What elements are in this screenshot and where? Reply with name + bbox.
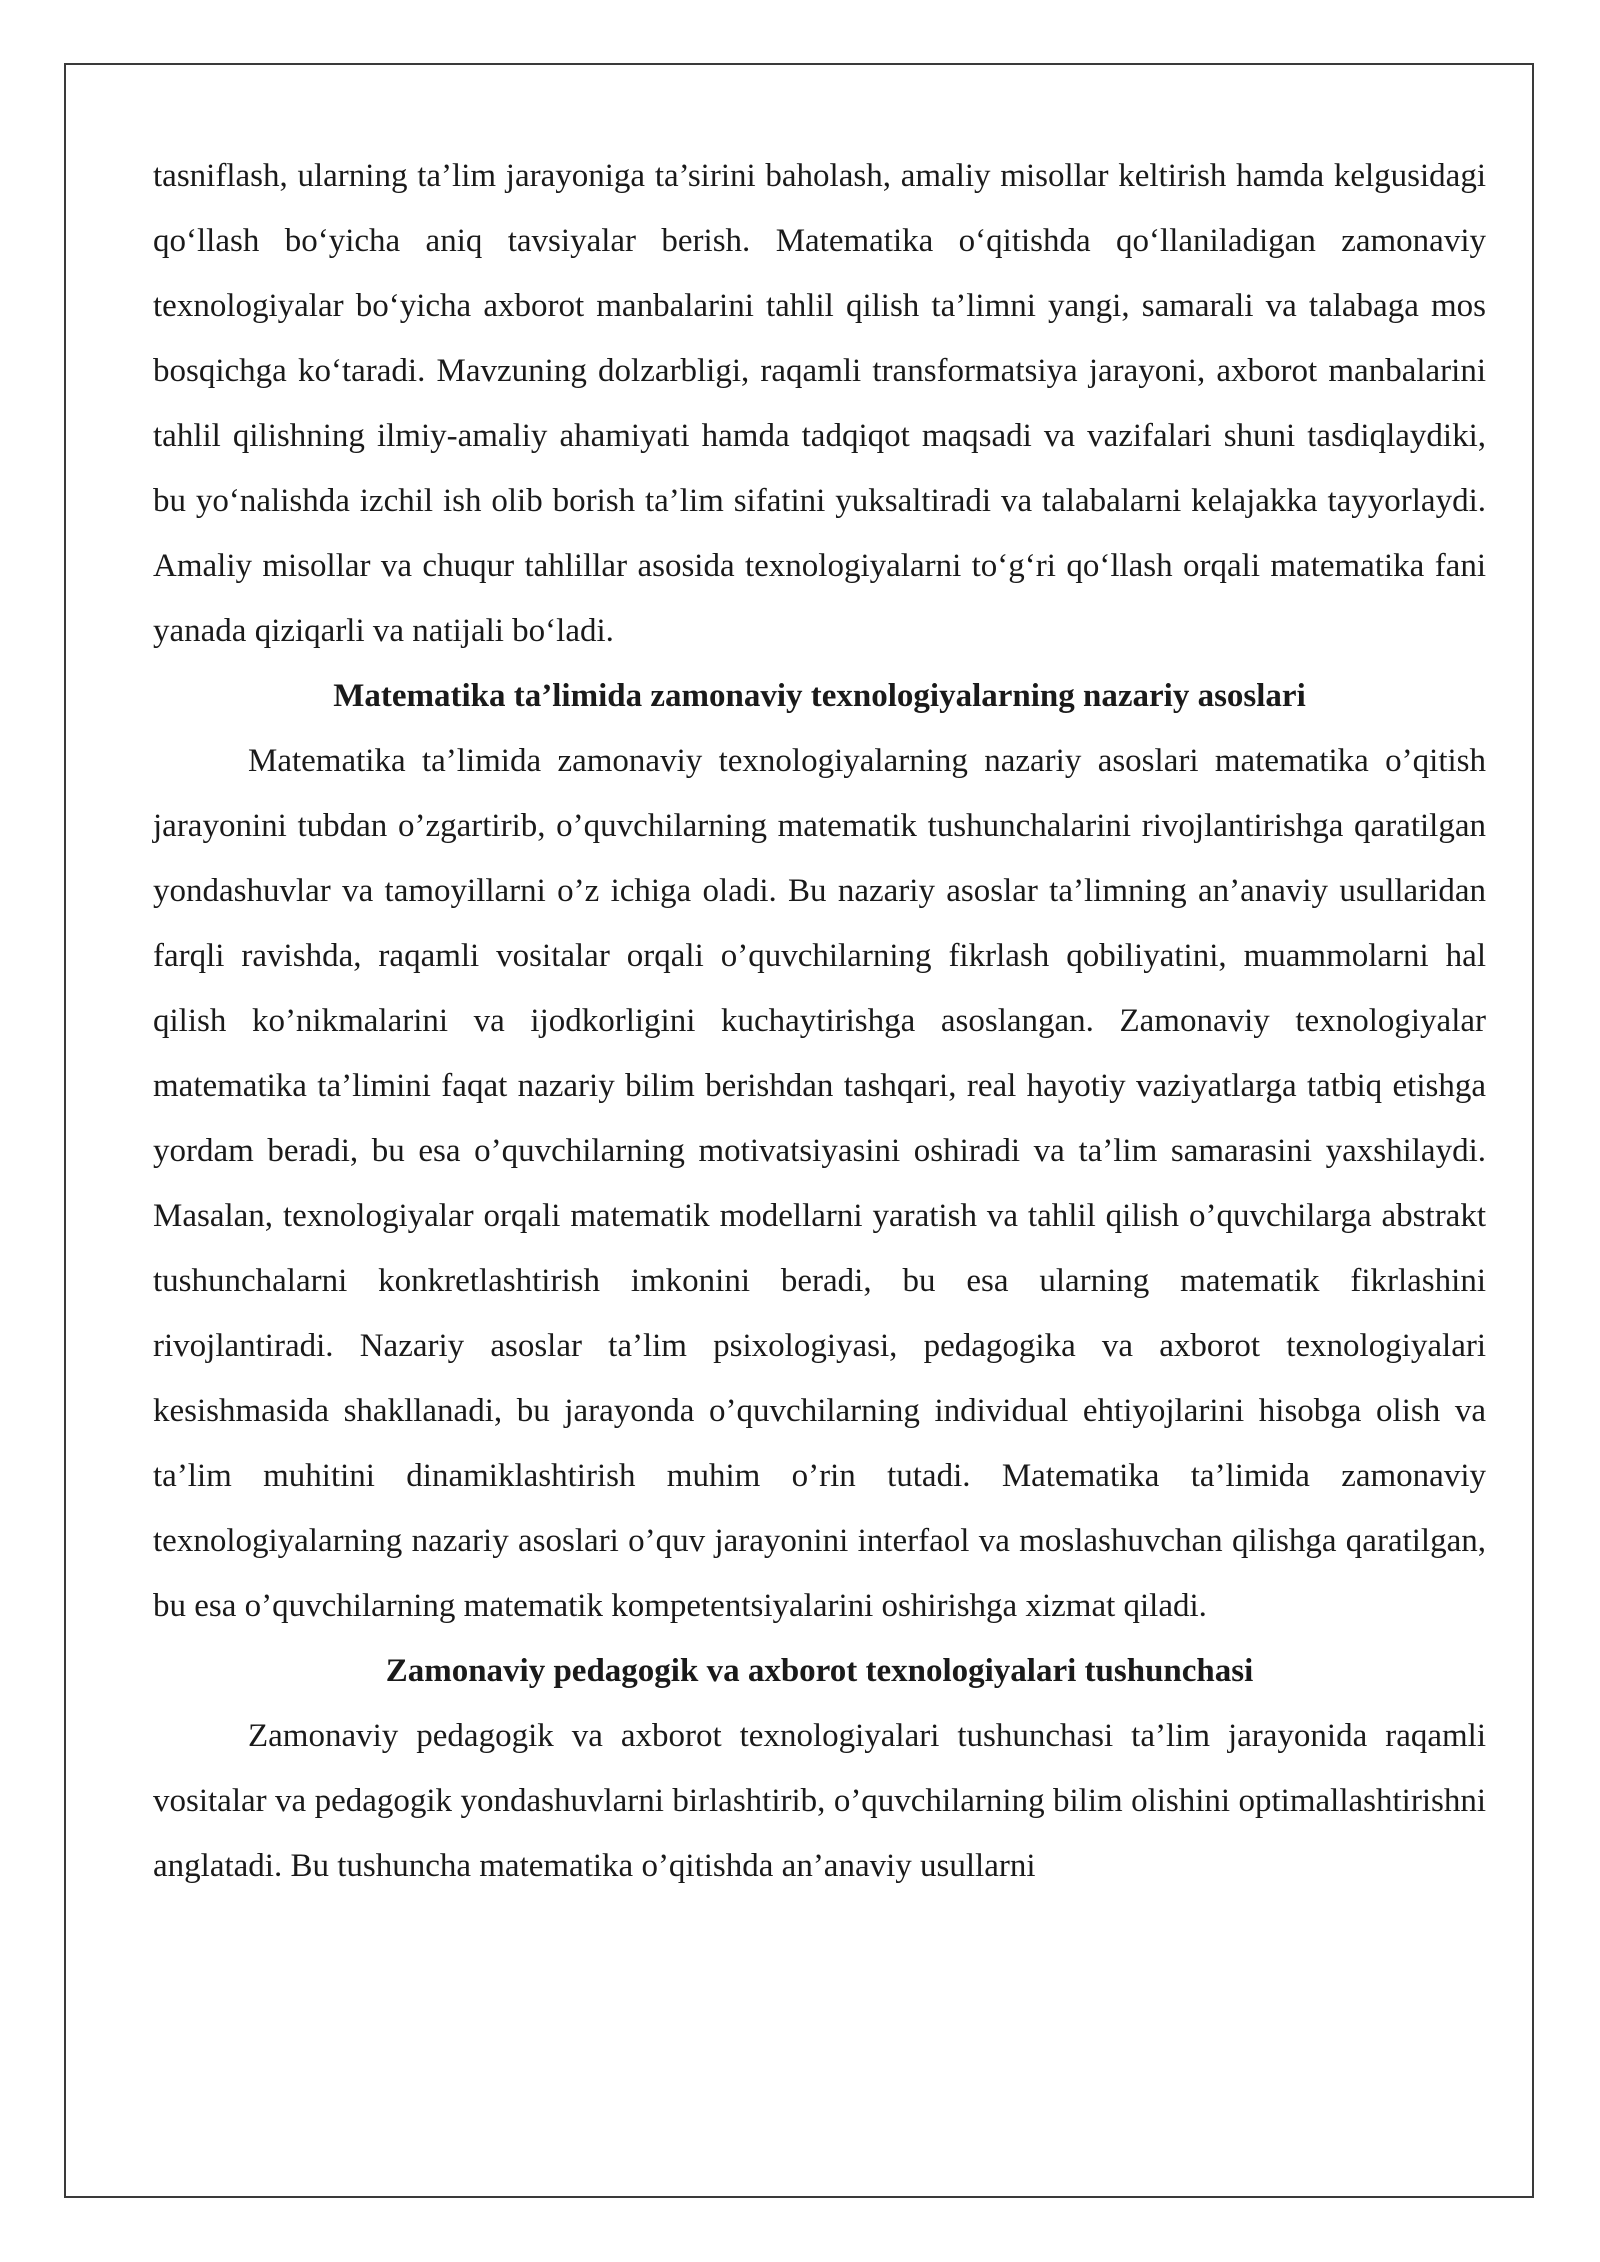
section-heading-pedagogical-technologies: Zamonaviy pedagogik va axborot texnologiyalari tushunchasi	[385, 1653, 1254, 1689]
section-heading-theoretical-foundations: Matematika ta’limida zamonaviy texnologiyalarning nazariy asoslari	[333, 678, 1306, 714]
document-body	[153, 144, 1486, 1899]
paragraph-theoretical-foundations: Matematika ta’limida zamonaviy texnologiyalarning nazariy asoslari matematika o’qitish jarayonini tubdan o’zgartirib, o’quvchilarning matematik tushunchalarini rivojlantirishga qaratilgan yondashuvlar va tamoyillarni o’z ichiga oladi. Bu nazariy asoslar ta’limning an’anaviy usullaridan farqli ravishda, raqamli vositalar orqali o’quvchilarning fikrlash qobiliyatini, muammolarni hal qilish ko’nikmalarini va ijodkorligini kuchaytirishga asoslangan. Zamonaviy texnologiyalar matematika ta’limini faqat nazariy bilim berishdan tashqari, real hayotiy vaziyatlarga tatbiq etishga yordam beradi, bu esa o’quvchilarning motivatsiyasini oshiradi va ta’lim samarasini yaxshilaydi. Masalan, texnologiyalar orqali matematik modellarni yaratish va tahlil qilish o’quvchilarga abstrakt tushunchalarni konkretlashtirish imkonini beradi, bu esa ularning matematik fikrlashini rivojlantiradi. Nazariy asoslar ta’lim psixologiyasi, pedagogika va axborot texnologiyalari kesishmasida shakllanadi, bu jarayonda o’quvchilarning individual ehtiyojlarini hisobga olish va ta’lim muhitini dinamiklashtirish muhim o’rin tutadi. Matematika ta’limida zamonaviy texnologiyalarning nazariy asoslari o’quv jarayonini interfaol va moslashuvchan qilishga qaratilgan, bu esa o’quvchilarning matematik kompetentsiyalarini oshirishga xizmat qiladi.	[153, 743, 1486, 1624]
paragraph-pedagogical-technologies: Zamonaviy pedagogik va axborot texnologiyalari tushunchasi ta’lim jarayonida raqamli vositalar va pedagogik yondashuvlarni birlashtirib, o’quvchilarning bilim olishini optimallashtirishni anglatadi. Bu tushuncha matematika o’qitishda an’anaviy usullarni	[153, 1718, 1486, 1884]
paragraph-intro-continuation: tasniflash, ularning ta’lim jarayoniga ta’sirini baholash, amaliy misollar keltirish hamda kelgusidagi qo‘llash bo‘yicha aniq tavsiyalar berish. Matematika o‘qitishda qo‘llaniladigan zamonaviy texnologiyalar bo‘yicha axborot manbalarini tahlil qilish ta’limni yangi, samarali va talabaga mos bosqichga ko‘taradi. Mavzuning dolzarbligi, raqamli transformatsiya jarayoni, axborot manbalarini tahlil qilishning ilmiy-amaliy ahamiyati hamda tadqiqot maqsadi va vazifalari shuni tasdiqlaydiki, bu yo‘nalishda izchil ish olib borish ta’lim sifatini yuksaltiradi va talabalarni kelajakka tayyorlaydi. Amaliy misollar va chuqur tahlillar asosida texnologiyalarni to‘g‘ri qo‘llash orqali matematika fani yanada qiziqarli va natijali bo‘ladi.	[153, 158, 1486, 649]
